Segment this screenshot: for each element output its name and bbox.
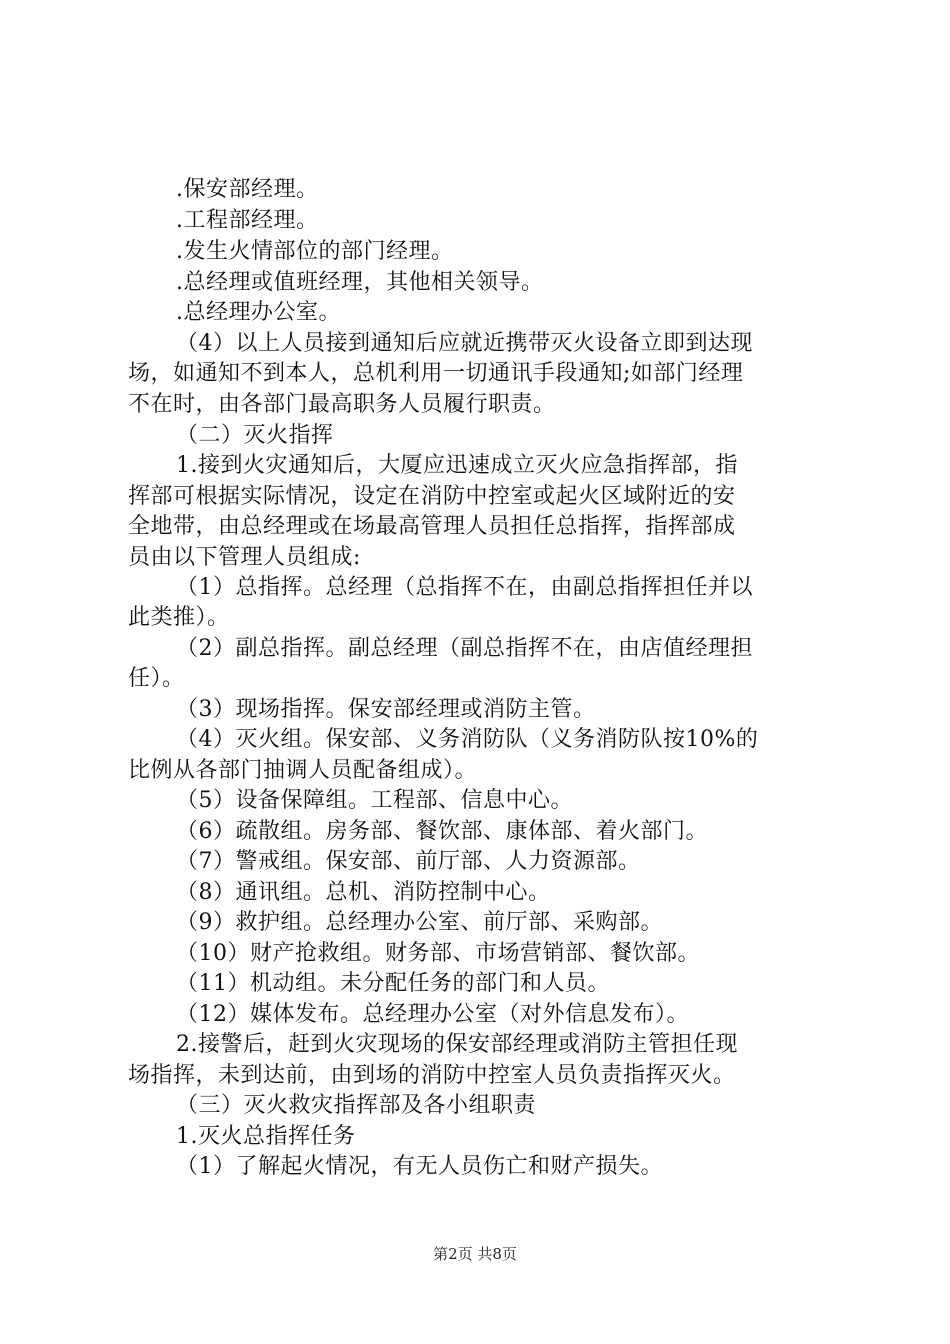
text-line: （9）救护组。总经理办公室、前厅部、采购部。: [176, 910, 663, 935]
text-line: （7）警戒组。保安部、前厅部、人力资源部。: [176, 849, 641, 874]
text-line: 2.接警后，赶到火灾现场的保安部经理或消防主管担任现: [176, 1032, 738, 1057]
text-line: （6）疏散组。房务部、餐饮部、康体部、着火部门。: [176, 819, 708, 844]
text-line: （5）设备保障组。工程部、信息中心。: [176, 788, 573, 813]
text-line: .总经理办公室。: [176, 300, 341, 325]
text-line: （1）总指挥。总经理（总指挥不在，由副总指挥担任并以: [176, 575, 753, 600]
text-line: .总经理或值班经理，其他相关领导。: [176, 270, 544, 295]
text-line: 任）。: [128, 666, 185, 691]
text-line: （1）了解起火情况，有无人员伤亡和财产损失。: [176, 1154, 663, 1179]
text-line: 此类推）。: [128, 605, 230, 630]
text-line: 比例从各部门抽调人员配备组成）。: [128, 758, 478, 783]
text-line: 场指挥，未到达前，由到场的消防中控室人员负责指挥灭火。: [128, 1063, 736, 1088]
section-heading: （二）灭火指挥: [176, 423, 334, 448]
text-line: （4）以上人员接到通知后应就近携带灭火设备立即到达现: [176, 331, 753, 356]
page-footer: 第2页 共8页: [433, 1245, 517, 1263]
text-line: 1.灭火总指挥任务: [176, 1124, 356, 1149]
text-line: .保安部经理。: [176, 177, 319, 202]
text-line: 全地带，由总经理或在场最高管理人员担任总指挥，指挥部成: [128, 514, 736, 539]
text-line: （10）财产抢救组。财务部、市场营销部、餐饮部。: [176, 941, 700, 966]
text-line: .发生火情部位的部门经理。: [176, 239, 454, 264]
text-line: 场，如通知不到本人，总机利用一切通讯手段通知;如部门经理: [128, 361, 744, 386]
text-line: （11）机动组。未分配任务的部门和人员。: [176, 971, 610, 996]
text-line: （8）通讯组。总机、消防控制中心。: [176, 880, 551, 905]
text-line: 员由以下管理人员组成:: [128, 545, 361, 570]
text-line: 1.接到火灾通知后，大厦应迅速成立灭火应急指挥部，指: [176, 453, 738, 478]
section-heading: （三）灭火救灾指挥部及各小组职责: [176, 1093, 537, 1118]
text-line: .工程部经理。: [176, 208, 319, 233]
text-line: 挥部可根据实际情况，设定在消防中控室或起火区域附近的安: [128, 484, 736, 509]
text-line: （3）现场指挥。保安部经理或消防主管。: [176, 697, 596, 722]
text-line: （12）媒体发布。总经理办公室（对外信息发布）。: [176, 1002, 689, 1027]
text-line: （2）副总指挥。副总经理（副总指挥不在，由店值经理担: [176, 636, 753, 661]
text-line: 不在时，由各部门最高职务人员履行职责。: [128, 392, 556, 417]
text-line: （4）灭火组。保安部、义务消防队（义务消防队按10%的: [176, 727, 759, 752]
